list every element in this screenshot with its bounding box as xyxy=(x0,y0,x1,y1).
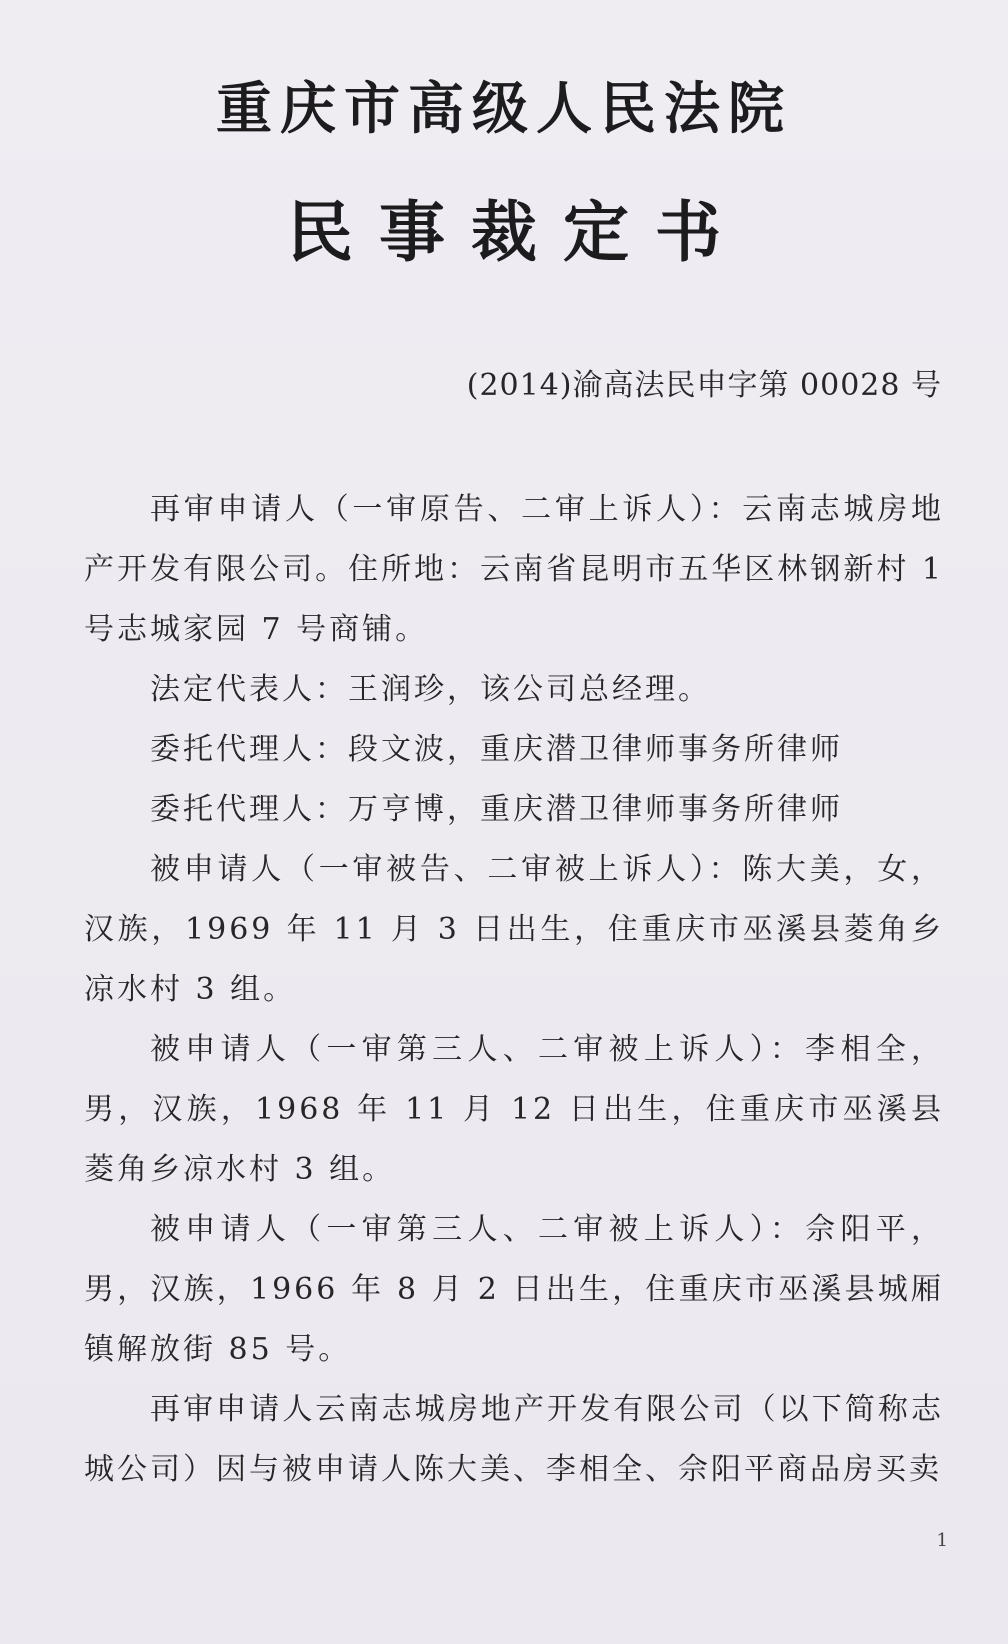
document-body xyxy=(84,480,944,1500)
page-number: 1 xyxy=(936,1530,948,1551)
paragraph-respondent-3: 被申请人（一审第三人、二审被上诉人）：佘阳平，男，汉族，1966 年 8 月 2 日出生，住重庆市巫溪县城厢镇解放街 85 号。 xyxy=(84,1212,944,1367)
paragraph-legal-representative: 法定代表人：王润珍，该公司总经理。 xyxy=(150,672,711,707)
paragraph-agent-2: 委托代理人：万亨博，重庆潜卫律师事务所律师 xyxy=(150,792,843,827)
paragraph-respondent-2: 被申请人（一审第三人、二审被上诉人）：李相全，男，汉族，1968 年 11 月 12 日出生，住重庆市巫溪县菱角乡凉水村 3 组。 xyxy=(84,1032,944,1187)
case-number: (2014)渝高法民申字第 00028 号 xyxy=(466,368,942,403)
paragraph-applicant: 再审申请人（一审原告、二审上诉人）：云南志城房地产开发有限公司。住所地：云南省昆明市五华区林钢新村 1 号志城家园 7 号商铺。 xyxy=(84,492,944,647)
paragraph-case-summary: 再审申请人云南志城房地产开发有限公司（以下简称志城公司）因与被申请人陈大美、李相全、佘阳平商品房买卖 xyxy=(84,1392,944,1487)
paragraph-respondent-1: 被申请人（一审被告、二审被上诉人）：陈大美，女，汉族，1969 年 11 月 3 日出生，住重庆市巫溪县菱角乡凉水村 3 组。 xyxy=(84,852,944,1007)
court-name-heading: 重庆市高级人民法院 xyxy=(216,77,792,142)
document-type-heading: 民事裁定书 xyxy=(287,194,747,271)
paragraph-agent-1: 委托代理人：段文波，重庆潜卫律师事务所律师 xyxy=(150,732,843,767)
